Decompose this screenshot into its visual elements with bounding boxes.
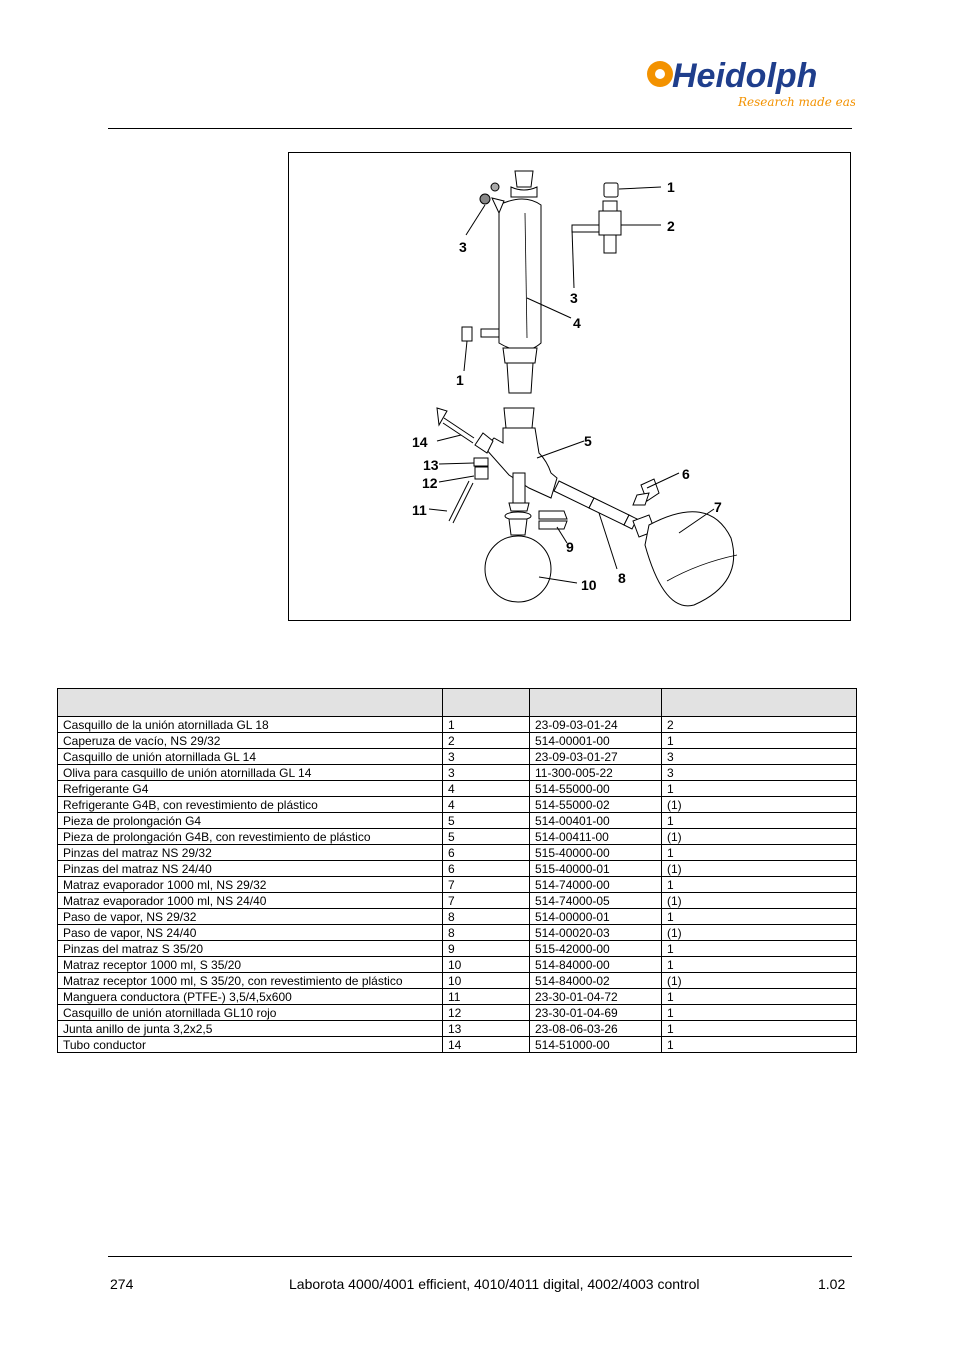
logo-dot-center [655,69,665,79]
part-description: Junta anillo de junta 3,2x2,5 [58,1021,443,1037]
table-row [58,893,857,909]
parts-table-body [58,717,857,1053]
part-order-number: 515-40000-01 [530,861,662,877]
callout-12: 12 [422,475,438,491]
part-description: Caperuza de vacío, NS 29/32 [58,733,443,749]
table-row [58,941,857,957]
table-row [58,813,857,829]
callout-4: 4 [573,315,581,331]
part-order-number: 514-84000-00 [530,957,662,973]
exploded-view-figure [288,152,851,621]
part-order-number: 514-51000-00 [530,1037,662,1053]
table-row [58,1021,857,1037]
part-position: 1 [443,717,530,733]
part-position: 11 [443,989,530,1005]
header-rule [108,128,852,129]
part-description: Tubo conductor [58,1037,443,1053]
part-quantity: 1 [662,845,857,861]
callout-1-top: 1 [667,179,675,195]
callout-7: 7 [714,499,722,515]
part-position: 9 [443,941,530,957]
part-order-number: 514-55000-02 [530,797,662,813]
header-position [443,689,530,717]
footer-version: 1.02 [818,1276,846,1292]
table-row [58,733,857,749]
table-row [58,973,857,989]
part-description: Manguera conductora (PTFE-) 3,5/4,5x600 [58,989,443,1005]
part-description: Matraz receptor 1000 ml, S 35/20, con revestimiento de plástico [58,973,443,989]
part-description: Casquillo de unión atornillada GL 14 [58,749,443,765]
part-position: 2 [443,733,530,749]
part-order-number: 514-84000-02 [530,973,662,989]
part-description: Refrigerante G4 [58,781,443,797]
heidolph-logo [640,52,855,112]
part-quantity: (1) [662,797,857,813]
part-position: 5 [443,829,530,845]
part-description: Matraz evaporador 1000 ml, NS 24/40 [58,893,443,909]
part-position: 8 [443,909,530,925]
part-order-number: 23-30-01-04-69 [530,1005,662,1021]
header-order-number [530,689,662,717]
part-position: 7 [443,893,530,909]
table-row [58,1005,857,1021]
part-position: 6 [443,861,530,877]
callout-11: 11 [412,502,427,518]
table-row [58,1037,857,1053]
part-position: 10 [443,957,530,973]
part-position: 8 [443,925,530,941]
part-quantity: 1 [662,941,857,957]
table-row [58,781,857,797]
part-order-number: 514-55000-00 [530,781,662,797]
conductor-tube-drawing [437,408,488,523]
callout-1-bottom: 1 [456,372,464,388]
table-row [58,749,857,765]
part-quantity: 2 [662,717,857,733]
part-description: Casquillo de unión atornillada GL10 rojo [58,1005,443,1021]
part-position: 10 [443,973,530,989]
part-quantity: 1 [662,877,857,893]
table-row [58,765,857,781]
part-quantity: 1 [662,1037,857,1053]
part-position: 6 [443,845,530,861]
part-quantity: 1 [662,733,857,749]
part-order-number: 514-00001-00 [530,733,662,749]
part-order-number: 514-00411-00 [530,829,662,845]
table-row [58,861,857,877]
callout-10: 10 [581,577,597,593]
footer-title: Laborota 4000/4001 efficient, 4010/4011 digital, 4002/4003 control [289,1276,700,1292]
part-quantity: 1 [662,813,857,829]
part-position: 4 [443,781,530,797]
table-row [58,909,857,925]
callout-3-left: 3 [459,239,467,255]
table-row [58,797,857,813]
part-description: Pinzas del matraz NS 24/40 [58,861,443,877]
part-position: 4 [443,797,530,813]
part-position: 14 [443,1037,530,1053]
logo-tagline: Research made easy [738,95,855,109]
part-order-number: 23-09-03-01-27 [530,749,662,765]
part-order-number: 515-40000-00 [530,845,662,861]
part-description: Pieza de prolongación G4 [58,813,443,829]
part-position: 13 [443,1021,530,1037]
callout-5: 5 [584,433,592,449]
callout-13: 13 [423,457,439,473]
part-quantity: (1) [662,973,857,989]
table-row [58,877,857,893]
part-quantity: (1) [662,893,857,909]
part-order-number: 514-74000-00 [530,877,662,893]
parts-table [57,688,857,1053]
footer-rule [108,1256,852,1257]
part-description: Pinzas del matraz NS 29/32 [58,845,443,861]
part-quantity: 1 [662,909,857,925]
part-description: Matraz evaporador 1000 ml, NS 29/32 [58,877,443,893]
part-description: Matraz receptor 1000 ml, S 35/20 [58,957,443,973]
evaporating-flask-drawing [633,512,737,606]
caps-drawing [462,183,499,341]
part-description: Oliva para casquillo de unión atornillada GL 14 [58,765,443,781]
condenser-drawing [481,171,541,393]
part-position: 5 [443,813,530,829]
table-row [58,829,857,845]
callout-9: 9 [566,539,574,555]
part-order-number: 23-08-06-03-26 [530,1021,662,1037]
table-row [58,717,857,733]
part-order-number: 514-00020-03 [530,925,662,941]
part-order-number: 23-30-01-04-72 [530,989,662,1005]
part-quantity: (1) [662,829,857,845]
callout-8: 8 [618,570,626,586]
part-quantity: 1 [662,1021,857,1037]
part-quantity: (1) [662,925,857,941]
table-row [58,989,857,1005]
part-quantity: 3 [662,765,857,781]
part-description: Pinzas del matraz S 35/20 [58,941,443,957]
callout-2: 2 [667,218,675,234]
table-row [58,845,857,861]
part-order-number: 23-09-03-01-24 [530,717,662,733]
header-description [58,689,443,717]
part-description: Pieza de prolongación G4B, con revestimiento de plástico [58,829,443,845]
part-position: 7 [443,877,530,893]
logo-wordmark: Heidolph [672,57,818,95]
parts-table-header [58,689,857,717]
table-row [58,957,857,973]
part-position: 3 [443,749,530,765]
header-quantity [662,689,857,717]
part-description: Casquillo de la unión atornillada GL 18 [58,717,443,733]
part-position: 12 [443,1005,530,1021]
part-description: Paso de vapor, NS 29/32 [58,909,443,925]
part-quantity: 1 [662,781,857,797]
part-description: Refrigerante G4B, con revestimiento de plástico [58,797,443,813]
part-quantity: 1 [662,957,857,973]
part-order-number: 514-00000-01 [530,909,662,925]
part-quantity: 3 [662,749,857,765]
vacuum-cap-drawing [572,183,621,253]
part-order-number: 515-42000-00 [530,941,662,957]
callout-6: 6 [682,466,690,482]
part-quantity: 1 [662,1005,857,1021]
part-position: 3 [443,765,530,781]
part-description: Paso de vapor, NS 24/40 [58,925,443,941]
page-number: 274 [110,1276,134,1292]
table-row [58,925,857,941]
part-quantity: (1) [662,861,857,877]
part-order-number: 514-74000-05 [530,893,662,909]
part-quantity: 1 [662,989,857,1005]
part-order-number: 11-300-005-22 [530,765,662,781]
part-order-number: 514-00401-00 [530,813,662,829]
callout-3-right: 3 [570,290,578,306]
callout-14: 14 [412,434,428,450]
